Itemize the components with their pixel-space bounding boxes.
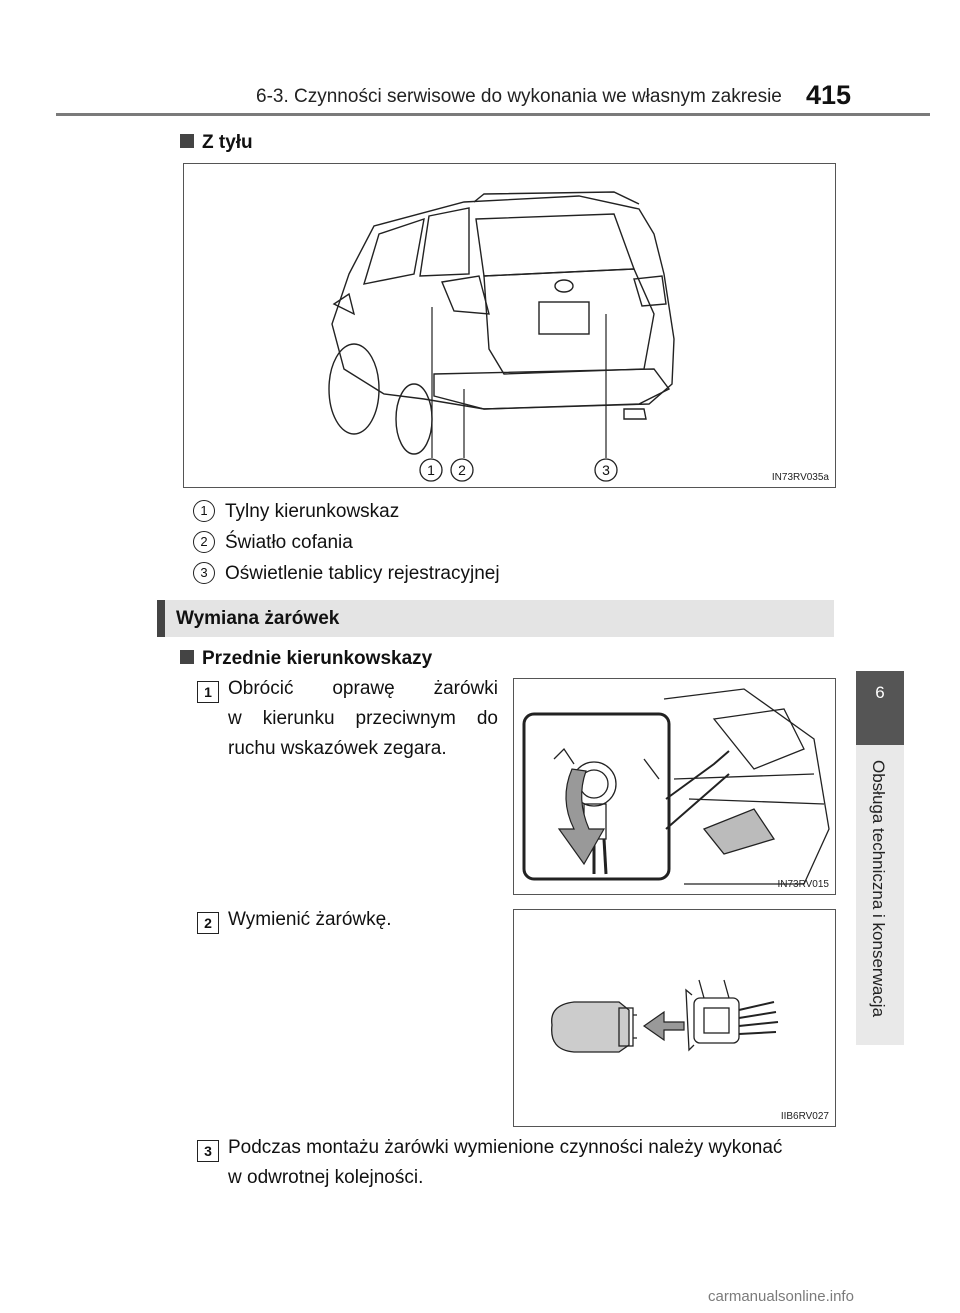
step-line: Obrócić oprawę żarówki bbox=[228, 678, 498, 699]
header-rule bbox=[56, 113, 930, 116]
rear-heading bbox=[180, 132, 253, 154]
car-rear-illustration bbox=[184, 164, 835, 487]
step-number-3: 3 bbox=[197, 1140, 219, 1162]
figure-code: IN73RV015 bbox=[777, 879, 829, 890]
step-number-2: 2 bbox=[197, 912, 219, 934]
square-bullet-icon bbox=[180, 134, 194, 148]
chapter-number: 6 bbox=[875, 683, 885, 702]
running-header: 6-3. Czynności serwisowe do wykonania we własnym zakresie bbox=[256, 86, 782, 107]
step-line: w odwrotnej kolejności. bbox=[228, 1167, 424, 1188]
step-line: w kierunku przeciwnym do bbox=[228, 708, 498, 729]
section-accent bbox=[157, 600, 165, 637]
rear-heading-text: Z tyłu bbox=[202, 132, 253, 153]
step-number-1: 1 bbox=[197, 681, 219, 703]
watermark: carmanualsonline.info bbox=[708, 1288, 854, 1305]
step-3-text bbox=[228, 1133, 836, 1193]
callout-1: 1 bbox=[427, 462, 435, 478]
step-2-text: Wymienić żarówkę. bbox=[228, 909, 392, 930]
step-1-figure bbox=[513, 678, 836, 895]
legend-label: Oświetlenie tablicy rejestracyjnej bbox=[225, 563, 500, 584]
page-number: 415 bbox=[806, 80, 852, 110]
callout-2: 2 bbox=[458, 462, 466, 478]
step-1-text bbox=[228, 674, 498, 764]
legend-label: Światło cofania bbox=[225, 532, 353, 553]
rear-car-figure bbox=[183, 163, 836, 488]
figure-code: IN73RV035a bbox=[771, 472, 829, 483]
section-title: Wymiana żarówek bbox=[176, 608, 340, 629]
figure-code: IIB6RV027 bbox=[780, 1111, 829, 1122]
chapter-title: Obsługa techniczna i konserwacja bbox=[869, 760, 888, 1018]
legend-number: 2 bbox=[193, 531, 215, 553]
legend-number: 3 bbox=[193, 562, 215, 584]
step-line: ruchu wskazówek zegara. bbox=[228, 738, 447, 759]
legend-item bbox=[193, 562, 500, 585]
step-2-figure bbox=[513, 909, 836, 1127]
bulb-replacement-illustration bbox=[514, 910, 835, 1126]
legend-item bbox=[193, 500, 399, 523]
step-line: Podczas montażu żarówki wymienione czynności należy wykonać bbox=[228, 1137, 783, 1158]
legend-number: 1 bbox=[193, 500, 215, 522]
square-bullet-icon bbox=[180, 650, 194, 664]
bulb-subheading-text: Przednie kierunkowskazy bbox=[202, 648, 433, 669]
bulb-socket-illustration bbox=[514, 679, 835, 894]
legend-label: Tylny kierunkowskaz bbox=[225, 501, 400, 522]
callout-3: 3 bbox=[602, 462, 610, 478]
legend-item bbox=[193, 531, 353, 554]
bulb-subheading bbox=[180, 648, 432, 670]
